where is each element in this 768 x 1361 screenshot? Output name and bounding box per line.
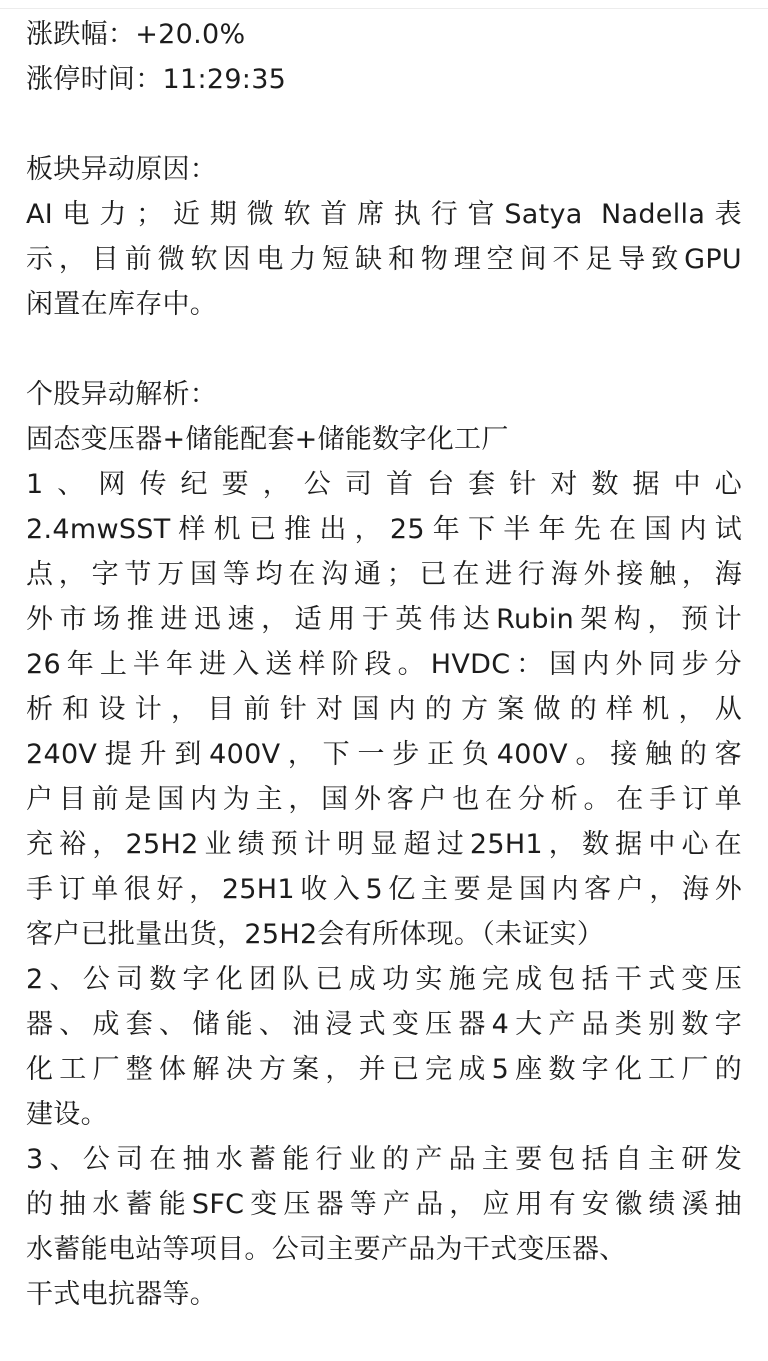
point-line: 析和设计，目前针对国内的方案做的样机，从 [26,694,742,725]
point-line: 的抽水蓄能SFC变压器等产品，应用有安徽绩溪抽 [26,1189,742,1220]
sector-line: AI电力；近期微软首席执行官Satya Nadella表 [26,199,742,230]
analysis-point-3 [26,1137,742,1317]
point-line: 3、公司在抽水蓄能行业的产品主要包括自主研发 [26,1144,742,1175]
point-line: 户目前是国内为主，国外客户也在分析。在手订单 [26,784,742,815]
point-line: 客户已批量出货，25H2会有所体现。（未证实） [26,919,605,950]
point-line: 水蓄能电站等项目。公司主要产品为干式变压器、 [26,1234,627,1265]
point-line: 点，字节万国等均在沟通；已在进行海外接触，海 [26,559,742,590]
limit-time-value: 11:29:35 [162,64,287,95]
point-line: 建设。 [26,1099,108,1130]
sector-heading: 板块异动原因： [26,154,218,185]
point-line: 手订单很好，25H1收入5亿主要是国内客户，海外 [26,874,742,905]
change-label: 涨跌幅： [26,19,136,50]
stock-subtitle: 固态变压器+储能配套+储能数字化工厂 [26,424,509,455]
point-line: 2、公司数字化团队已成功实施完成包括干式变压 [26,964,742,995]
point-line: 26年上半年进入送样阶段。HVDC：国内外同步分 [26,649,742,680]
point-line: 1、网传纪要，公司首台套针对数据中心 [26,469,742,500]
analysis-point-2 [26,957,742,1137]
change-line [26,12,742,57]
point-line: 化工厂整体解决方案，并已完成5座数字化工厂的 [26,1054,742,1085]
spacer [26,327,742,372]
sector-line: 闲置在库存中。 [26,289,218,320]
point-line: 充裕，25H2业绩预计明显超过25H1，数据中心在 [26,829,742,860]
point-line: 外市场推进迅速，适用于英伟达Rubin架构，预计 [26,604,742,635]
change-value: +20.0% [135,19,246,50]
point-line: 干式电抗器等。 [26,1279,218,1310]
limit-time-label: 涨停时间： [26,64,163,95]
spacer [26,102,742,147]
point-line: 240V提升到400V，下一步正负400V。接触的客 [26,739,742,770]
limit-time-line [26,57,742,102]
sector-line: 示，目前微软因电力短缺和物理空间不足导致GPU [26,244,742,275]
analysis-point-1 [26,462,742,957]
point-line: 2.4mwSST样机已推出，25年下半年先在国内试 [26,514,742,545]
article-body [26,12,742,1317]
top-divider [0,8,768,9]
stock-heading: 个股异动解析： [26,379,218,410]
point-line: 器、成套、储能、油浸式变压器4大产品类别数字 [26,1009,742,1040]
